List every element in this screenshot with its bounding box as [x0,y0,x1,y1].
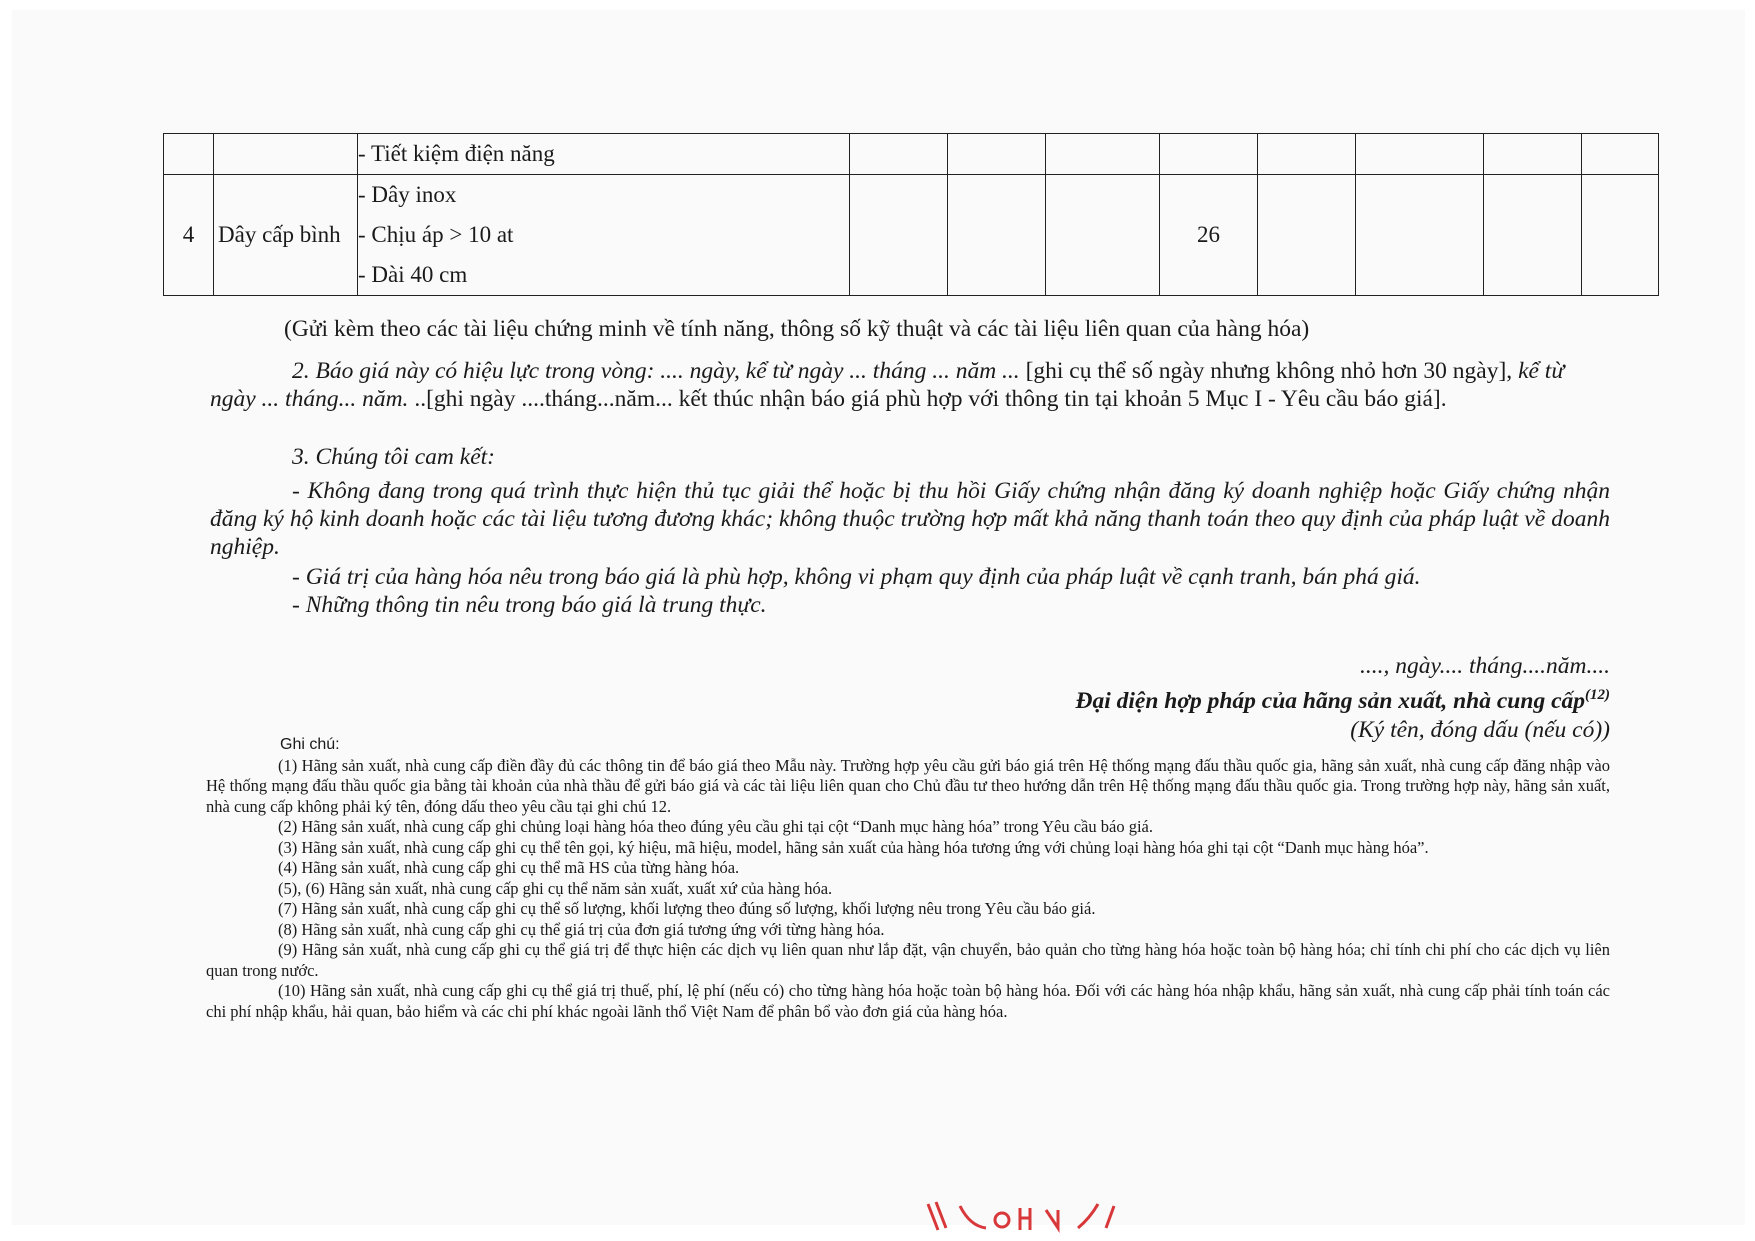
note-item: (7) Hãng sản xuất, nhà cung cấp ghi cụ thể số lượng, khối lượng theo đúng số lượng, khối lượng nêu trong Yêu cầu báo giá. [278,899,1096,918]
table-cell [948,175,1046,296]
table-cell [1356,175,1484,296]
row-number-cell: 4 [164,175,214,296]
validity-bracket-1: [ghi cụ thể số ngày nhưng không nhỏ hơn 30 ngày], [1019,358,1513,384]
notes-heading: Ghi chú: [280,736,340,753]
note-item: (5), (6) Hãng sản xuất, nhà cung cấp ghi cụ thể năm sản xuất, xuất xứ của hàng hóa. [278,878,833,898]
goods-table [163,133,1659,296]
spec-line: - Chịu áp > 10 at [358,222,514,247]
note-item: (2) Hãng sản xuất, nhà cung cấp ghi chủng loại hàng hóa theo đúng yêu cầu ghi tại cột “Danh mục hàng hóa” trong Yêu cầu báo giá. [278,817,1153,836]
table-cell [214,134,358,175]
item-name-cell: Dây cấp bình [214,175,358,296]
table-cell [1484,175,1582,296]
table-cell [1160,134,1258,175]
commit-item-3: - Những thông tin nêu trong báo giá là trung thực. [292,592,767,618]
notes-section [206,735,1610,1022]
note-item: (10) Hãng sản xuất, nhà cung cấp ghi cụ thể giá trị thuế, phí, lệ phí (nếu có) cho từng hàng hóa hoặc toàn bộ hàng hóa. Đối với các hàng hóa nhập khẩu, hãng sản xuất, nhà cung cấp phải tính toán các chi phí nhập khẩu, hải quan, bảo hiểm và các chi phí khác ngoài lãnh thổ Việt Nam để phân bổ vào đơn giá của hàng hóa. [206,981,1610,1021]
note-item: (1) Hãng sản xuất, nhà cung cấp điền đầy đủ các thông tin để báo giá theo Mẫu này. Trường hợp yêu cầu gửi báo giá trên Hệ thống mạng đấu thầu quốc gia, hãng sản xuất, nhà cung cấp đăng nhập vào Hệ thống mạng đấu thầu quốc gia bằng tài khoản của nhà thầu để gửi báo giá và các tài liệu liên quan cho Chủ đầu tư theo hướng dẫn trên Hệ thống mạng đấu thầu quốc gia. Trong trường hợp này, hãng sản xuất, nhà cung cấp không phải ký tên, đóng dấu theo yêu cầu tại ghi chú 12. [206,755,1610,816]
signature-title-text: Đại diện hợp pháp của hãng sản xuất, nhà cung cấp [1075,687,1585,714]
table-cell [1582,134,1659,175]
table-cell [1484,134,1582,175]
signature-block [900,652,1610,745]
signature-title [900,681,1610,716]
stamp-fragment-icon [920,1198,1120,1234]
table-cell [1046,175,1160,296]
spec-cell [358,134,850,175]
spec-line: - Dài 40 cm [358,262,468,287]
table-row [164,175,1659,296]
table-cell [850,175,948,296]
note-item: (8) Hãng sản xuất, nhà cung cấp ghi cụ thể giá trị của đơn giá tương ứng với từng hàng hóa. [278,919,885,939]
note-item: (4) Hãng sản xuất, nhà cung cấp ghi cụ thể mã HS của từng hàng hóa. [278,858,740,877]
commit-heading: 3. Chúng tôi cam kết: [292,444,495,470]
signature-sign-note: (Ký tên, đóng dấu (nếu có)) [1350,716,1610,743]
note-item: (3) Hãng sản xuất, nhà cung cấp ghi cụ thể tên gọi, ký hiệu, mã hiệu, model, hãng sản xuất của hàng hóa tương ứng với chủng loại hàng hóa ghi tại cột “Danh mục hàng hóa”. [278,837,1429,857]
validity-paragraph [210,357,1610,413]
validity-lead: 2. Báo giá này có hiệu lực trong vòng: .... ngày, kể từ ngày ... tháng ... năm ... [292,358,1020,384]
table-cell [1582,175,1659,296]
table-cell [1258,175,1356,296]
table-cell [1258,134,1356,175]
table-cell [850,134,948,175]
quantity-cell: 26 [1160,175,1258,296]
spec-cell [358,175,850,296]
table-cell [1356,134,1484,175]
table-cell [948,134,1046,175]
table-cell [1046,134,1160,175]
commit-item-1: - Không đang trong quá trình thực hiện thủ tục giải thể hoặc bị thu hồi Giấy chứng nhận đăng ký doanh nghiệp hoặc Giấy chứng nhận đăng ký hộ kinh doanh hoặc các tài liệu tương đương khác; không thuộc trường hợp mất khả năng thanh toán theo quy định của pháp luật về doanh nghiệp. [210,478,1610,560]
signature-title-sup: (12) [1585,687,1610,703]
table-row [164,134,1659,175]
commit-item-2: - Giá trị của hàng hóa nêu trong báo giá là phù hợp, không vi phạm quy định của pháp luật về cạnh tranh, bán phá giá. [292,564,1421,590]
attachment-note: (Gửi kèm theo các tài liệu chứng minh về tính năng, thông số kỹ thuật và các tài liệu liên quan của hàng hóa) [284,316,1310,342]
note-item: (9) Hãng sản xuất, nhà cung cấp ghi cụ thể giá trị để thực hiện các dịch vụ liên quan như lắp đặt, vận chuyển, bảo quản cho từng hàng hóa hoặc toàn bộ hàng hóa; chỉ tính chi phí cho các dịch vụ liên quan trong nước. [206,940,1610,980]
validity-mid: kể từ ngày ... tháng... năm. [210,358,1565,412]
table-cell [164,134,214,175]
validity-bracket-2: ..[ghi ngày ....tháng...năm... kết thúc nhận báo giá phù hợp với thông tin tại khoản 5 Mục I - Yêu cầu báo giá]. [408,386,1447,412]
signature-date-line: ...., ngày.... tháng....năm.... [1359,653,1610,679]
spec-line: - Dây inox [358,182,457,207]
spec-line: - Tiết kiệm điện năng [358,141,555,166]
